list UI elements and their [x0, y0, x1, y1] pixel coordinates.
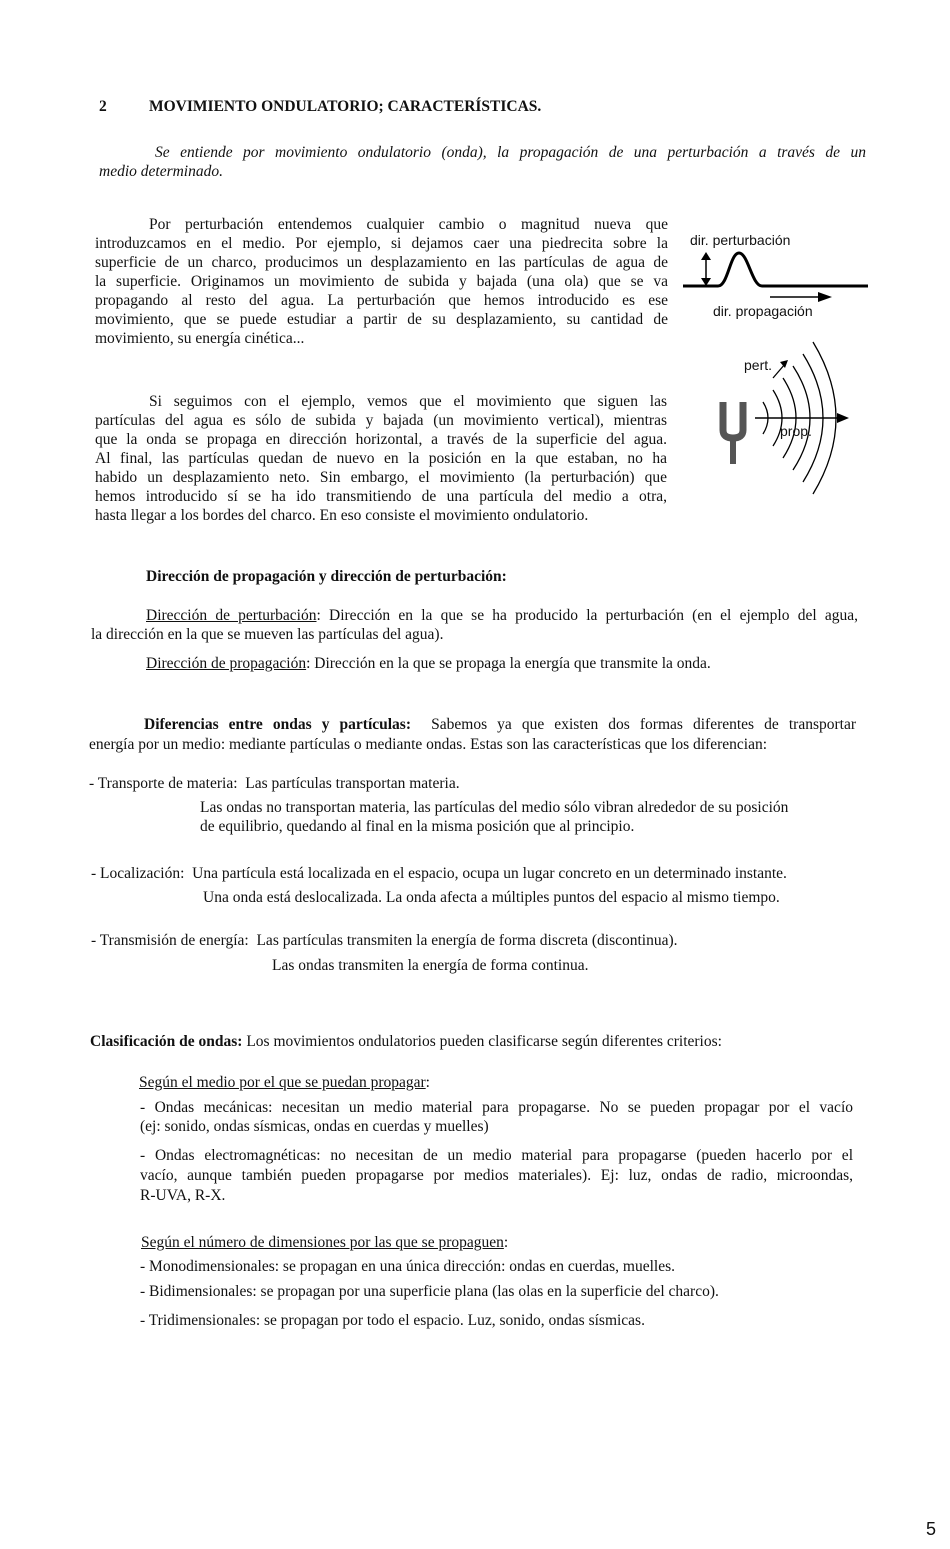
mono-waves: - Monodimensionales: se propagan en una única dirección: ondas en cuerdas, muelles.: [140, 1258, 676, 1275]
section-title: MOVIMIENTO ONDULATORIO; CARACTERÍSTICAS.: [149, 98, 542, 115]
perturbation-direction-definition-cont: la dirección en la que se mueven las partículas del agua).: [91, 626, 444, 643]
paragraph-example: Si seguimos con el ejemplo, vemos que el movimiento que siguen las partículas del agua es sólo de subida y bajada (un movimiento vertical), mientras que la onda se propaga en dirección horizontal, a través de la superficie del agua. Al final, las partículas quedan de nuevo en la posición en la que estaban, no ha habido un desplazamiento neto. Sin embargo, el movimiento (la perturbación) que hemos introducido sí se ha ido transmitiendo de una partícula del medio a otra, hasta llegar a los bordes del charco. En eso consiste el movimiento ondulatorio.: [95, 393, 667, 524]
figure2-label-prop: prop.: [780, 423, 812, 439]
transport-waves: Las ondas no transportan materia, las partículas del medio sólo vibran alrededor de su posición: [200, 799, 789, 816]
localization-waves: Una onda está deslocalizada. La onda afecta a múltiples puntos del espacio al mismo tiempo.: [203, 889, 780, 906]
energy-waves: Las ondas transmiten la energía de forma continua.: [272, 957, 589, 974]
bi-waves: - Bidimensionales: se propagan por una superficie plana (las olas en la superficie del charco).: [140, 1283, 719, 1300]
wave-pulse-line: [683, 253, 868, 286]
propagation-direction-definition: Dirección de propagación: Dirección en la que se propaga la energía que transmite la onda.: [146, 655, 711, 672]
em-waves-cont: vacío, aunque también pueden propagarse por medios materiales). Ej: luz, ondas de radio, microondas,: [140, 1167, 853, 1184]
medium-criterion: Según el medio por el que se puedan propagar:: [139, 1074, 430, 1091]
transport-waves-cont: de equilibrio, quedando al final en la misma posición que al principio.: [200, 818, 635, 835]
differences-intro-cont: energía por un medio: mediante partículas o mediante ondas. Estas son las características que los diferencian:: [89, 736, 768, 753]
figure2-label-pert: pert.: [744, 357, 773, 373]
em-waves-cont2: R-UVA, R-X.: [140, 1187, 226, 1204]
mechanical-waves: - Ondas mecánicas: necesitan un medio material para propagarse. No se pueden propagar por el vacío: [140, 1099, 853, 1116]
directions-heading: Dirección de propagación y dirección de perturbación:: [146, 568, 507, 585]
page-number: 5: [926, 1519, 937, 1539]
definition-line: Se entiende por movimiento ondulatorio (onda), la propagación de una perturbación a través de un: [155, 144, 866, 161]
figure1-label-perturbation: dir. perturbación: [690, 232, 791, 248]
mechanical-waves-cont: (ej: sonido, ondas sísmicas, ondas en cuerdas y muelles): [140, 1118, 489, 1135]
definition-line: medio determinado.: [99, 163, 223, 180]
dimension-criterion: Según el número de dimensiones por las que se propaguen:: [141, 1234, 509, 1251]
energy-row: - Transmisión de energía: Las partículas transmiten la energía de forma discreta (discontinua).: [91, 932, 678, 949]
section-number: 2: [99, 98, 107, 115]
differences-intro: Diferencias entre ondas y partículas: Sabemos ya que existen dos formas diferentes de transportar: [144, 716, 856, 733]
transport-row: - Transporte de materia: Las partículas transportan materia.: [89, 775, 460, 792]
tuning-fork-figure: [715, 340, 865, 500]
figure1-label-propagation: dir. propagación: [713, 303, 813, 319]
perturbation-arrow: [773, 364, 785, 378]
em-waves: - Ondas electromagnéticas: no necesitan de un medio material para propagarse (pueden hacerlo por el: [140, 1147, 853, 1164]
classification-intro: Clasificación de ondas: Los movimientos ondulatorios pueden clasificarse según diferentes criterios:: [90, 1033, 722, 1050]
localization-row: - Localización: Una partícula está localizada en el espacio, ocupa un lugar concreto en un determinado instante.: [91, 865, 787, 882]
tuning-fork-icon: [723, 402, 743, 464]
tri-waves: - Tridimensionales: se propagan por todo el espacio. Luz, sonido, ondas sísmicas.: [140, 1312, 645, 1329]
perturbation-direction-definition: Dirección de perturbación: Dirección en la que se ha producido la perturbación (en el ejemplo del agua,: [146, 607, 858, 624]
paragraph-perturbation: Por perturbación entendemos cualquier cambio o magnitud nueva que introduzcamos en el medio. Por ejemplo, si dejamos caer una piedrecita sobre la superficie de un charco, producimos un desplazamiento en las partículas de agua de la superficie. Originamos un movimiento de subida y bajada (una ola) que se va propagando al resto del agua. La perturbación que hemos introducido es ese movimiento, que se puede estudiar a partir de su desplazamiento, su cantidad de movimiento, su energía cinética...: [95, 216, 668, 347]
